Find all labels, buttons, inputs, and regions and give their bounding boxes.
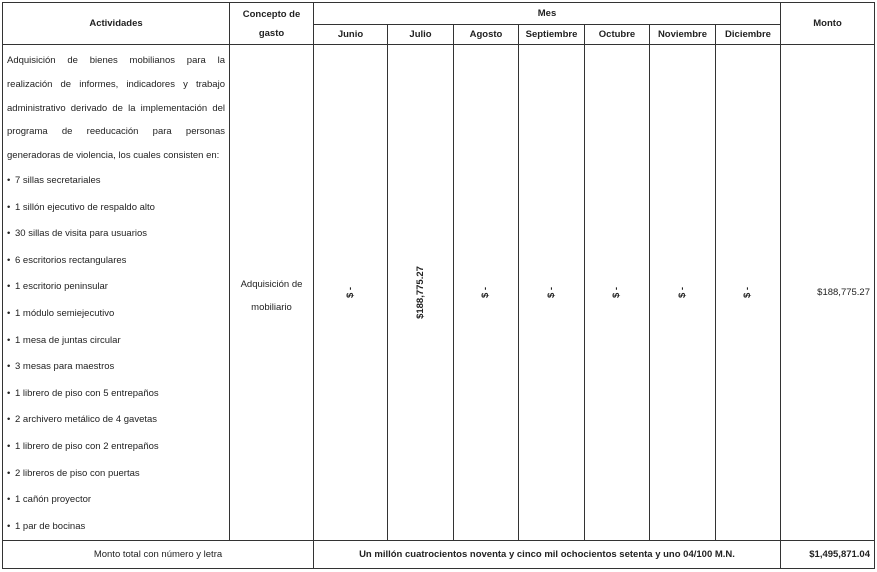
item-label: 1 librero de piso con 5 entrepaños	[15, 387, 159, 399]
actividades-cell	[3, 45, 230, 541]
list-item	[7, 487, 225, 514]
item-label: 7 sillas secretariales	[15, 174, 101, 186]
item-label: 2 archivero metálico de 4 gavetas	[15, 414, 158, 426]
bullet-icon: •	[7, 467, 11, 479]
bullet-icon: •	[7, 307, 11, 319]
concepto-line1: Adquisición de	[240, 278, 303, 290]
header-concepto-line2: gasto	[258, 27, 285, 39]
list-item	[7, 221, 225, 248]
items-list	[7, 168, 225, 540]
value-diciembre-text: $ -	[742, 287, 754, 299]
list-item	[7, 407, 225, 434]
item-label: 1 cañón proyector	[15, 494, 92, 506]
header-month-julio: Julio	[388, 25, 454, 45]
list-item	[7, 514, 225, 541]
value-diciembre	[716, 45, 781, 541]
bullet-icon: •	[7, 440, 11, 452]
total-label: Monto total con número y letra	[3, 541, 314, 569]
item-label: 1 mesa de juntas circular	[15, 334, 121, 346]
bullet-icon: •	[7, 494, 11, 506]
value-agosto-text: $ -	[480, 287, 492, 299]
item-label: 30 sillas de visita para usuarios	[15, 228, 148, 240]
concepto-cell	[230, 45, 314, 541]
bullet-icon: •	[7, 520, 11, 532]
header-month-diciembre: Diciembre	[716, 25, 781, 45]
header-month-junio: Junio	[314, 25, 388, 45]
concepto-line2: mobiliario	[251, 301, 292, 313]
item-label: 2 libreros de piso con puertas	[15, 467, 140, 479]
item-label: 1 escritorio peninsular	[15, 281, 108, 293]
bullet-icon: •	[7, 387, 11, 399]
value-junio-text: $ -	[345, 287, 356, 299]
total-amount: $1,495,871.04	[781, 541, 875, 569]
header-actividades: Actividades	[3, 3, 230, 45]
list-item	[7, 354, 225, 381]
list-item	[7, 328, 225, 355]
total-row	[3, 541, 875, 569]
list-item	[7, 274, 225, 301]
item-label: 1 par de bocinas	[15, 520, 86, 532]
bullet-icon: •	[7, 281, 11, 293]
value-noviembre-text: $ -	[677, 287, 688, 299]
value-septiembre	[519, 45, 585, 541]
list-item	[7, 168, 225, 195]
value-julio-text: $188,775.27	[415, 266, 426, 320]
bullet-icon: •	[7, 174, 11, 186]
header-mes: Mes	[314, 3, 781, 25]
item-label: 1 módulo semiejecutivo	[15, 307, 115, 319]
bullet-icon: •	[7, 334, 11, 346]
total-in-words: Un millón cuatrocientos noventa y cinco mil ochocientos setenta y uno 04/100 M.N.	[314, 541, 781, 569]
item-label: 6 escritorios rectangulares	[15, 254, 127, 266]
table-row	[3, 45, 875, 541]
value-noviembre	[650, 45, 716, 541]
item-label: 1 sillón ejecutivo de respaldo alto	[15, 201, 155, 213]
list-item	[7, 434, 225, 461]
bullet-icon: •	[7, 254, 11, 266]
value-julio	[388, 45, 454, 541]
header-month-agosto: Agosto	[454, 25, 519, 45]
value-junio	[314, 45, 388, 541]
list-item	[7, 301, 225, 328]
monto-cell: $188,775.27	[781, 45, 875, 541]
bullet-icon: •	[7, 414, 11, 426]
list-item	[7, 381, 225, 408]
value-octubre-text: $ -	[611, 287, 623, 299]
header-concepto	[230, 3, 314, 45]
bullet-icon: •	[7, 361, 11, 373]
budget-table	[2, 2, 875, 569]
header-month-noviembre: Noviembre	[650, 25, 716, 45]
item-label: 1 librero de piso con 2 entrepaños	[15, 440, 159, 452]
value-septiembre-text: $ -	[546, 287, 557, 299]
bullet-icon: •	[7, 201, 11, 213]
value-agosto	[454, 45, 519, 541]
header-month-octubre: Octubre	[585, 25, 650, 45]
list-item	[7, 248, 225, 275]
bullet-icon: •	[7, 228, 11, 240]
header-month-septiembre: Septiembre	[519, 25, 585, 45]
list-item	[7, 461, 225, 488]
item-label: 3 mesas para maestros	[15, 361, 115, 373]
value-octubre	[585, 45, 650, 541]
activity-description: Adquisición de bienes mobilianos para la realización de informes, indicadores y trabajo administrativo derivado de la implementación del programa de reeducación para personas generadoras de violencia, los cuales consisten en:	[7, 55, 225, 162]
header-monto: Monto	[781, 3, 875, 45]
header-concepto-line1: Concepto de	[242, 8, 301, 20]
list-item	[7, 195, 225, 222]
